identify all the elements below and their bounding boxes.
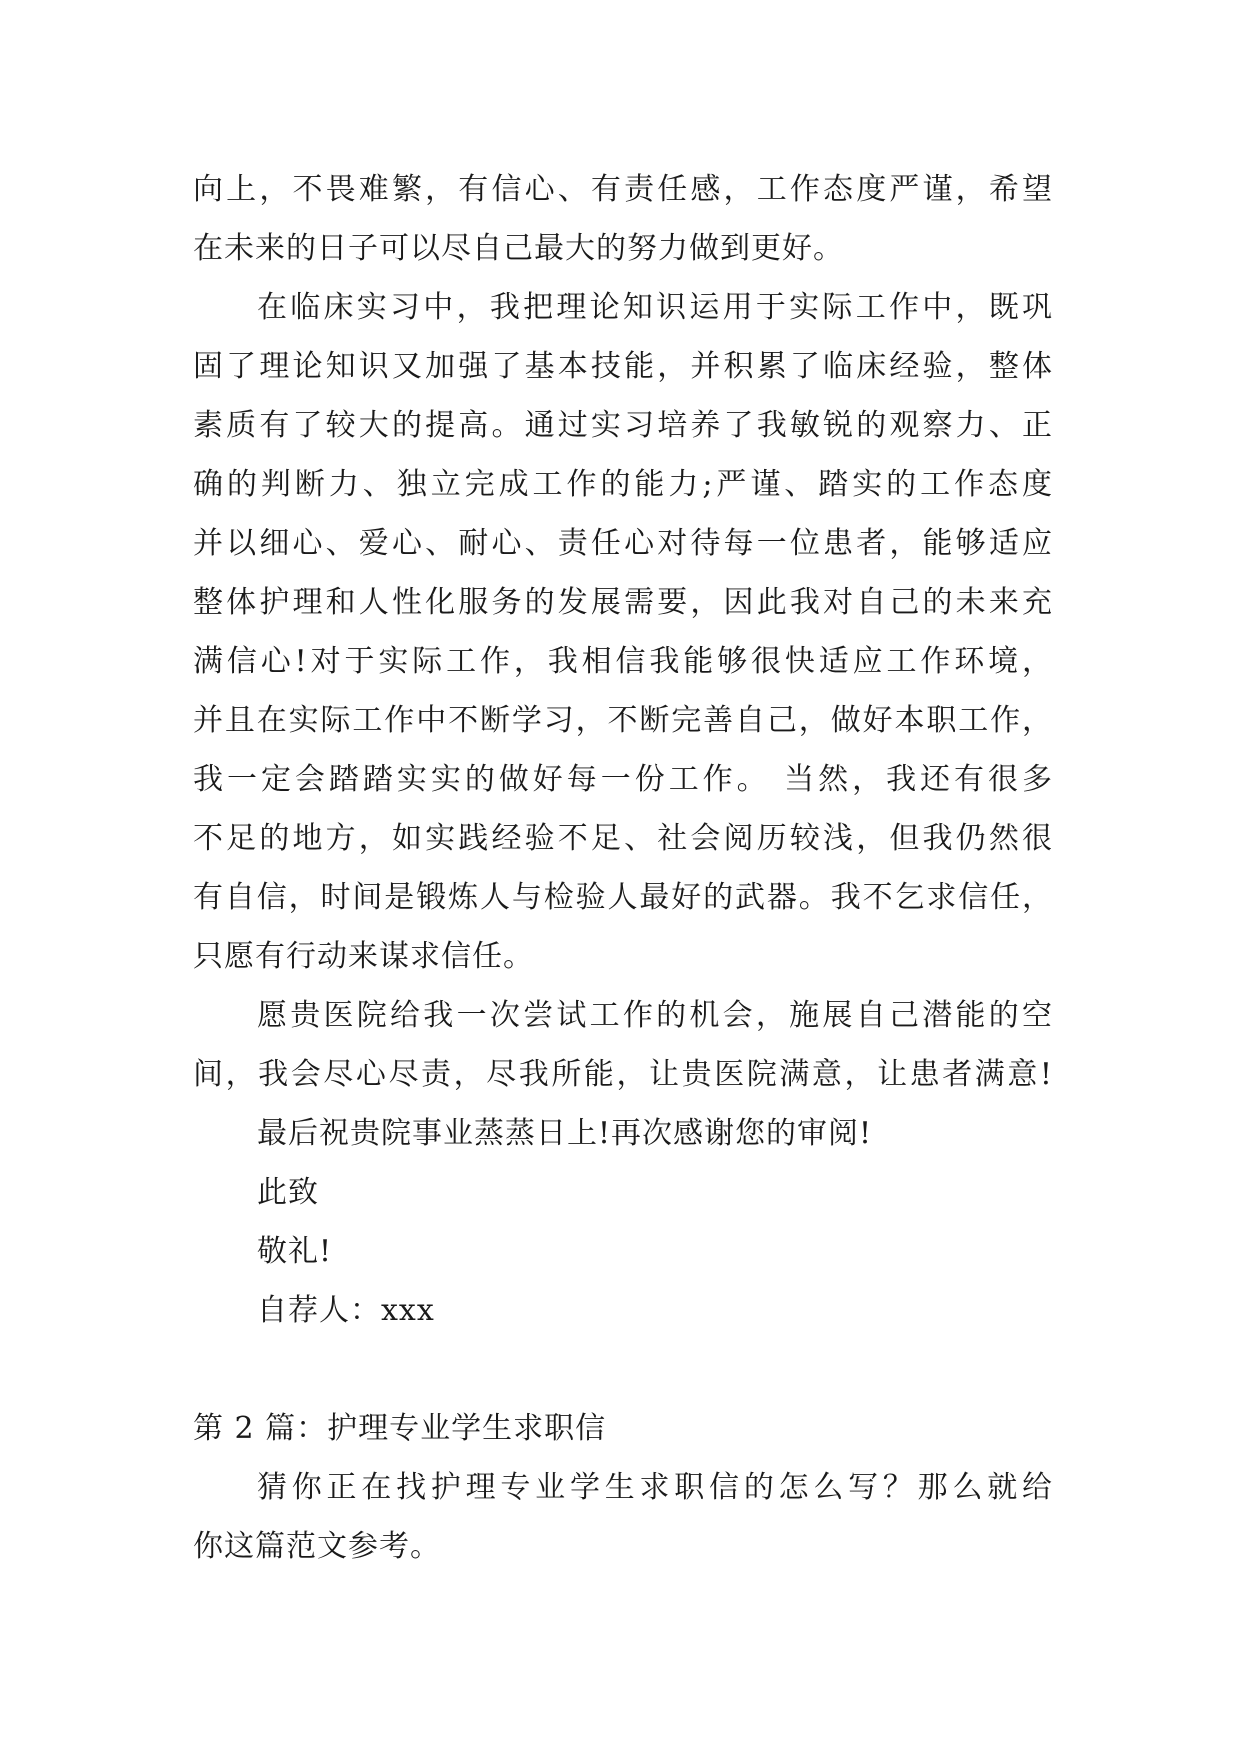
salutation-jingli: 敬礼! — [257, 1234, 333, 1269]
section-heading: 第 2 篇：护理专业学生求职信 — [193, 1411, 607, 1446]
text-line: 在未来的日子可以尽自己最大的努力做到更好。 — [193, 231, 844, 266]
text-line: 素质有了较大的提高。通过实习培养了我敏锐的观察力、正 — [193, 408, 1053, 443]
text-line: 愿贵医院给我一次尝试工作的机会，施展自己潜能的空 — [257, 998, 1053, 1033]
text-line: 间，我会尽心尽责，尽我所能，让贵医院满意，让患者满意! — [193, 1057, 1053, 1092]
text-line: 并且在实际工作中不断学习，不断完善自己，做好本职工作， — [193, 703, 1053, 738]
text-line: 向上，不畏难繁，有信心、有责任感，工作态度严谨，希望 — [193, 172, 1053, 207]
text-line: 猜你正在找护理专业学生求职信的怎么写？那么就给 — [257, 1470, 1053, 1505]
text-line: 并以细心、爱心、耐心、责任心对待每一位患者，能够适应 — [193, 526, 1053, 561]
text-line: 确的判断力、独立完成工作的能力;严谨、踏实的工作态度 — [193, 467, 1053, 502]
section-2 — [193, 1399, 1053, 1576]
closing-wish: 最后祝贵院事业蒸蒸日上!再次感谢您的审阅! — [257, 1116, 873, 1151]
closing-block — [193, 1104, 1053, 1340]
text-line: 不足的地方，如实践经验不足、社会阅历较浅，但我仍然很 — [193, 821, 1053, 856]
document-body — [193, 160, 1053, 1576]
paragraph-request-opportunity — [193, 986, 1053, 1104]
text-line: 有自信，时间是锻炼人与检验人最好的武器。我不乞求信任， — [193, 880, 1053, 915]
text-line: 只愿有行动来谋求信任。 — [193, 939, 534, 974]
text-line: 你这篇范文参考。 — [193, 1529, 441, 1564]
section-gap — [193, 1340, 1053, 1399]
text-line: 在临床实习中，我把理论知识运用于实际工作中，既巩 — [257, 290, 1053, 325]
paragraph-continuation — [193, 160, 1053, 278]
text-line: 我一定会踏踏实实的做好每一份工作。 当然，我还有很多 — [193, 762, 1053, 797]
signature: 自荐人：xxx — [257, 1293, 435, 1328]
salutation-cizhi: 此致 — [257, 1175, 319, 1210]
text-line: 满信心!对于实际工作，我相信我能够很快适应工作环境， — [193, 644, 1053, 679]
text-line: 固了理论知识又加强了基本技能，并积累了临床经验，整体 — [193, 349, 1053, 384]
text-line: 整体护理和人性化服务的发展需要，因此我对自己的未来充 — [193, 585, 1053, 620]
paragraph-clinical-internship — [193, 278, 1053, 986]
